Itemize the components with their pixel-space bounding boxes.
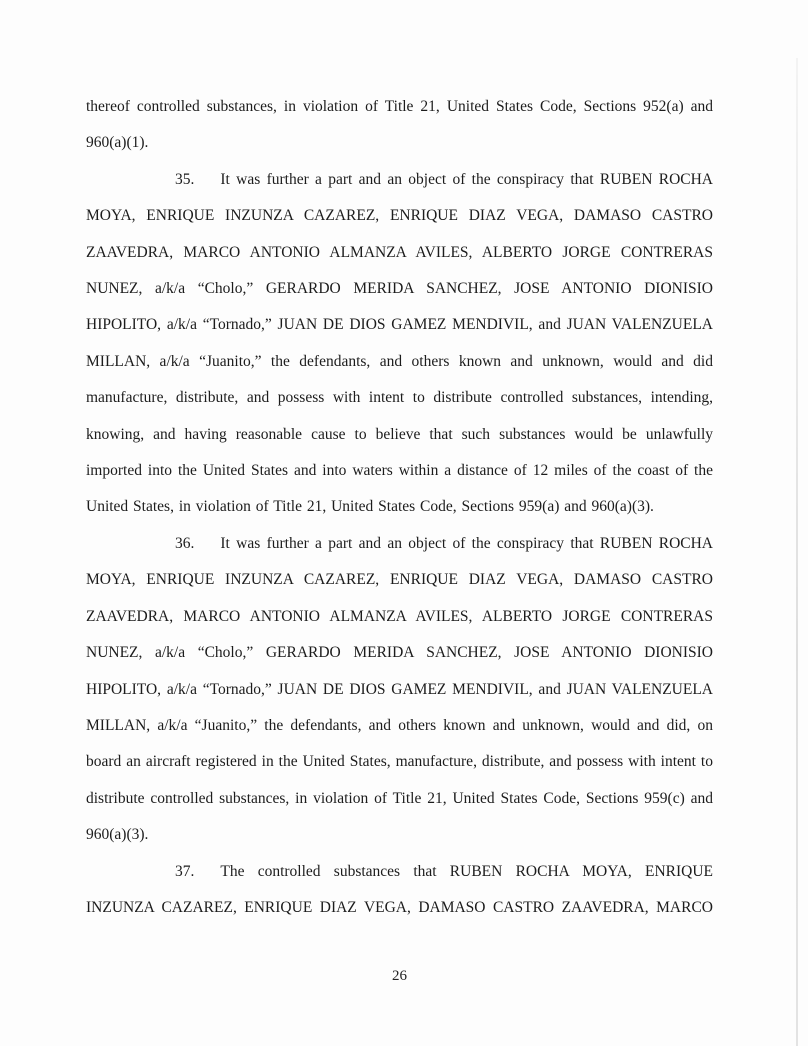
paragraph-text: thereof controlled substances, in violation of Title 21, United States Code, Sections 952(a) and 960(a)(1). xyxy=(86,98,713,152)
page-number: 26 xyxy=(392,968,407,984)
paragraph-number: 37. xyxy=(175,862,195,880)
paragraph-text: It was further a part and an object of the conspiracy that RUBEN ROCHA MOYA, ENRIQUE INZUNZA CAZAREZ, ENRIQUE DIAZ VEGA, DAMASO CASTRO ZAAVEDRA, MARCO ANTONIO ALMANZA AVILES, ALBERTO JORGE CONTRERAS NUNEZ, a/k/a “Cholo,” GERARDO MERIDA SANCHEZ, JOSE ANTONIO DIONISIO HIPOLITO, a/k/a “Tornado,” JUAN DE DIOS GAMEZ MENDIVIL, and JUAN VALENZUELA MILLAN, a/k/a “Juanito,” the defendants, and others known and unknown, would and did manufacture, distribute, and possess with intent to distribute controlled substances, intending, knowing, and having reasonable cause to believe that such substances would be unlawfully imported into the United States and into waters within a distance of 12 miles of the coast of the United States, in violation of Title 21, United States Code, Sections 959(a) and 960(a)(3). xyxy=(86,170,713,516)
paragraph-text: It was further a part and an object of the conspiracy that RUBEN ROCHA MOYA, ENRIQUE INZUNZA CAZAREZ, ENRIQUE DIAZ VEGA, DAMASO CASTRO ZAAVEDRA, MARCO ANTONIO ALMANZA AVILES, ALBERTO JORGE CONTRERAS NUNEZ, a/k/a “Cholo,” GERARDO MERIDA SANCHEZ, JOSE ANTONIO DIONISIO HIPOLITO, a/k/a “Tornado,” JUAN DE DIOS GAMEZ MENDIVIL, and JUAN VALENZUELA MILLAN, a/k/a “Juanito,” the defendants, and others known and unknown, would and did, on board an aircraft registered in the United States, manufacture, distribute, and possess with intent to distribute controlled substances, in violation of Title 21, United States Code, Sections 959(c) and 960(a)(3). xyxy=(86,534,713,844)
paragraph-number: 35. xyxy=(175,170,195,188)
paragraph-text: The controlled substances that RUBEN ROCHA MOYA, ENRIQUE INZUNZA CAZAREZ, ENRIQUE DIAZ VEGA, DAMASO CASTRO ZAAVEDRA, MARCO xyxy=(86,862,713,916)
page-edge-line xyxy=(796,58,798,1046)
paragraph-continuation xyxy=(86,89,713,162)
paragraph-36 xyxy=(86,526,713,854)
paragraph-37 xyxy=(86,854,713,927)
document-body xyxy=(86,89,713,926)
paragraph-number: 36. xyxy=(175,534,195,552)
paragraph-35 xyxy=(86,162,713,526)
